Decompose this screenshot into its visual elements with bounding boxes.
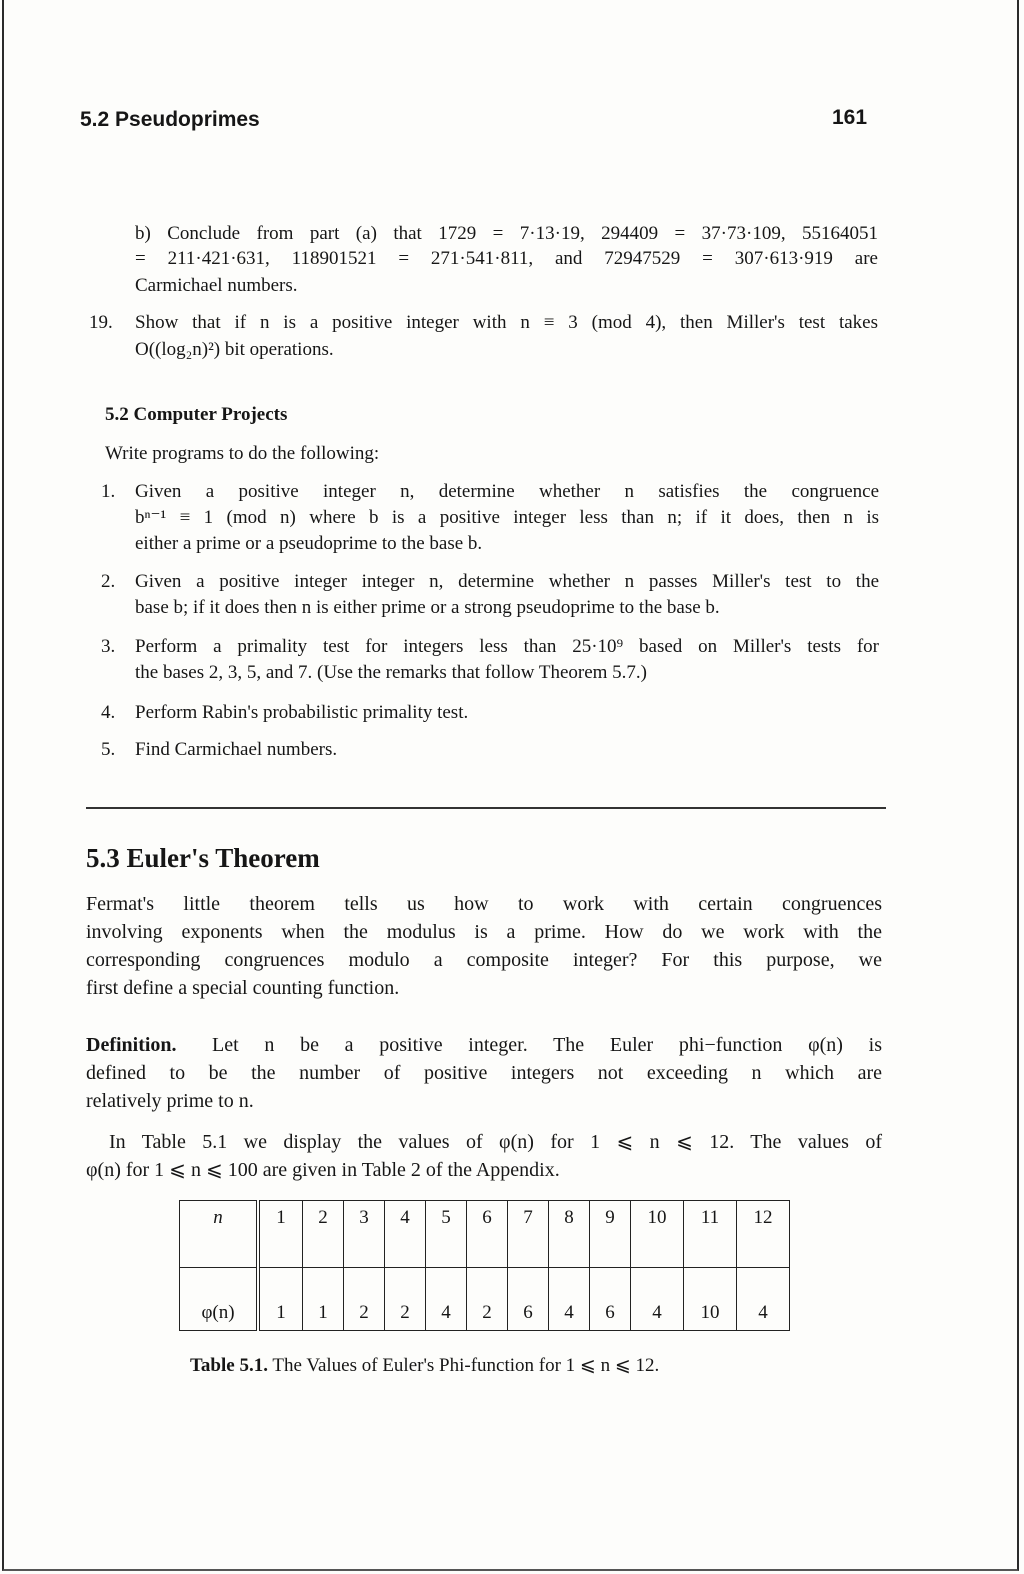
n-cell: 12 bbox=[737, 1201, 790, 1268]
project-5-line-1: Find Carmichael numbers. bbox=[135, 739, 338, 760]
project-1-number: 1. bbox=[101, 481, 116, 502]
phi-cell: 6 bbox=[508, 1268, 549, 1331]
project-1-line-1: Given a positive integer n, determine whether n satisfies the congruence bbox=[135, 481, 879, 502]
table-row-phi bbox=[180, 1268, 790, 1331]
exercise-19-number: 19. bbox=[89, 312, 113, 333]
computer-projects-heading: 5.2 Computer Projects bbox=[105, 404, 288, 425]
n-cell: 6 bbox=[467, 1201, 508, 1268]
phi-cell: 10 bbox=[684, 1268, 737, 1331]
phi-cell: 4 bbox=[631, 1268, 684, 1331]
section-title: 5.3 Euler's Theorem bbox=[86, 843, 320, 873]
table-intro-line-1: In Table 5.1 we display the values of φ(n) for 1 ⩽ n ⩽ 12. The values of bbox=[109, 1131, 882, 1153]
table-row-n bbox=[180, 1201, 790, 1268]
row-label-phi: φ(n) bbox=[180, 1268, 259, 1331]
row-label-n: n bbox=[180, 1201, 259, 1268]
exercise-b-line-1: b) Conclude from part (a) that 1729 = 7·13·19, 294409 = 37·73·109, 55164051 bbox=[135, 223, 878, 244]
n-cell: 10 bbox=[631, 1201, 684, 1268]
n-cell: 7 bbox=[508, 1201, 549, 1268]
exercise-19-line-1: Show that if n is a positive integer with n ≡ 3 (mod 4), then Miller's test takes bbox=[135, 312, 878, 333]
phi-cell: 1 bbox=[258, 1268, 303, 1331]
phi-cell: 4 bbox=[426, 1268, 467, 1331]
phi-table bbox=[179, 1200, 790, 1331]
table-caption bbox=[190, 1354, 659, 1377]
phi-cell: 2 bbox=[467, 1268, 508, 1331]
definition-line-1: Let n be a positive integer. The Euler phi−function φ(n) is bbox=[212, 1034, 882, 1056]
project-1-line-3: either a prime or a pseudoprime to the base b. bbox=[135, 533, 483, 554]
running-header-section: 5.2 Pseudoprimes bbox=[80, 108, 260, 131]
n-cell: 11 bbox=[684, 1201, 737, 1268]
project-1-line-2: bⁿ⁻¹ ≡ 1 (mod n) where b is a positive integer less than n; if it does, then n is bbox=[135, 507, 879, 528]
project-3-line-1: Perform a primality test for integers less than 25·10⁹ based on Miller's tests for bbox=[135, 636, 879, 657]
n-cell: 9 bbox=[590, 1201, 631, 1268]
phi-cell: 2 bbox=[344, 1268, 385, 1331]
table-caption-text: The Values of Euler's Phi-function for 1 ⩽ n ⩽ 12. bbox=[272, 1355, 660, 1376]
table-intro-line-2: φ(n) for 1 ⩽ n ⩽ 100 are given in Table 2 of the Appendix. bbox=[86, 1159, 560, 1181]
exercise-b-line-3: Carmichael numbers. bbox=[135, 275, 298, 296]
page-number: 161 bbox=[832, 106, 868, 129]
n-cell: 2 bbox=[303, 1201, 344, 1268]
section-divider bbox=[86, 807, 886, 809]
intro-line-2: involving exponents when the modulus is a prime. How do we work with the bbox=[86, 921, 882, 943]
project-4-number: 4. bbox=[101, 702, 116, 723]
intro-line-4: first define a special counting function. bbox=[86, 977, 400, 999]
project-4-line-1: Perform Rabin's probabilistic primality test. bbox=[135, 702, 469, 723]
table-caption-label: Table 5.1. bbox=[190, 1355, 268, 1376]
exercise-19-line-2: O((log₂n)²) bit operations. bbox=[135, 339, 334, 360]
computer-projects-intro: Write programs to do the following: bbox=[105, 443, 380, 464]
phi-cell: 6 bbox=[590, 1268, 631, 1331]
project-2-line-2: base b; if it does then n is either prime or a strong pseudoprime to the base b. bbox=[135, 597, 720, 618]
definition-line-2: defined to be the number of positive integers not exceeding n which are bbox=[86, 1062, 882, 1084]
intro-line-3: corresponding congruences modulo a composite integer? For this purpose, we bbox=[86, 949, 882, 971]
exercise-b-line-2: = 211·421·631, 118901521 = 271·541·811, and 72947529 = 307·613·919 are bbox=[135, 248, 878, 269]
definition-label: Definition. bbox=[86, 1034, 177, 1056]
project-3-number: 3. bbox=[101, 636, 116, 657]
project-5-number: 5. bbox=[101, 739, 116, 760]
phi-cell: 1 bbox=[303, 1268, 344, 1331]
project-3-line-2: the bases 2, 3, 5, and 7. (Use the remarks that follow Theorem 5.7.) bbox=[135, 662, 647, 683]
n-cell: 3 bbox=[344, 1201, 385, 1268]
intro-line-1: Fermat's little theorem tells us how to work with certain congruences bbox=[86, 893, 882, 915]
definition-line-3: relatively prime to n. bbox=[86, 1090, 254, 1112]
phi-cell: 4 bbox=[737, 1268, 790, 1331]
n-cell: 4 bbox=[385, 1201, 426, 1268]
n-cell: 5 bbox=[426, 1201, 467, 1268]
phi-cell: 4 bbox=[549, 1268, 590, 1331]
project-2-line-1: Given a positive integer integer n, determine whether n passes Miller's test to the bbox=[135, 571, 879, 592]
n-cell: 8 bbox=[549, 1201, 590, 1268]
n-cell: 1 bbox=[258, 1201, 303, 1268]
project-2-number: 2. bbox=[101, 571, 116, 592]
phi-cell: 2 bbox=[385, 1268, 426, 1331]
